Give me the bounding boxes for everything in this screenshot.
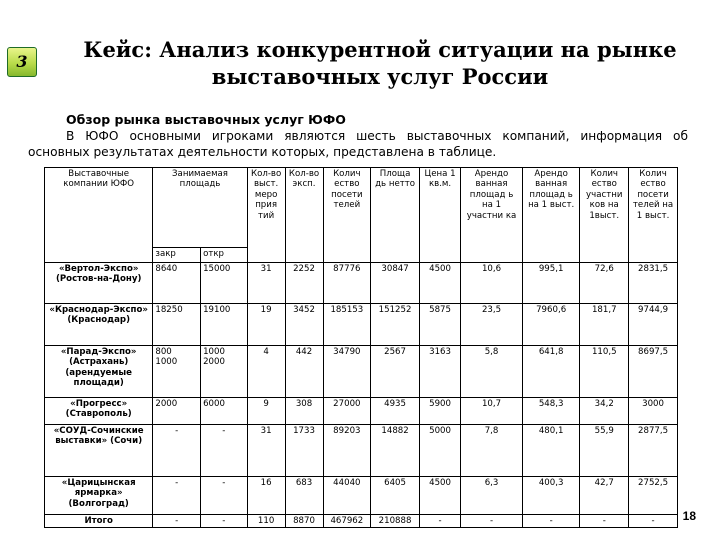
price-per-sqm: 5875 bbox=[419, 304, 460, 346]
rented-per-exhibitor: 23,5 bbox=[461, 304, 523, 346]
rented-per-exhibitor: 7,8 bbox=[461, 425, 523, 477]
area-open: - bbox=[201, 477, 248, 515]
table-total-row bbox=[45, 515, 678, 528]
exhibitors-per-exhibition: 34,2 bbox=[580, 398, 629, 425]
visitors-count: 34790 bbox=[323, 346, 371, 398]
price-per-sqm: 5900 bbox=[419, 398, 460, 425]
header-area-closed: закр bbox=[153, 248, 201, 263]
area-closed: 2000 bbox=[153, 398, 201, 425]
expo-count: 1733 bbox=[285, 425, 323, 477]
rented-per-exhibition: - bbox=[522, 515, 579, 528]
header-rented-per-exhibitor: Арендо ванная площад ь на 1 участни ка bbox=[461, 168, 523, 263]
intro-line-2: основных результатах деятельности которых, представлена в таблице. bbox=[28, 145, 497, 159]
slide-number-badge: 3 bbox=[7, 47, 37, 77]
total-label: Итого bbox=[45, 515, 153, 528]
intro-line-1: В ЮФО основными игроками являются шесть выставочных компаний, информация об bbox=[66, 129, 688, 143]
visitors-per-exhibition: 3000 bbox=[629, 398, 678, 425]
net-area: 2567 bbox=[371, 346, 420, 398]
expo-count: 3452 bbox=[285, 304, 323, 346]
page-number: 18 bbox=[682, 509, 696, 523]
header-price: Цена 1 кв.м. bbox=[419, 168, 460, 263]
area-closed: 8640 bbox=[153, 263, 201, 304]
area-open: - bbox=[201, 425, 248, 477]
area-closed bbox=[153, 346, 201, 398]
exhibitors-per-exhibition: 181,7 bbox=[580, 304, 629, 346]
rented-per-exhibitor: 5,8 bbox=[461, 346, 523, 398]
table-row bbox=[45, 398, 678, 425]
table-row bbox=[45, 304, 678, 346]
area-closed-value-2: 1000 bbox=[155, 357, 178, 368]
company-name: «Краснодар-Экспо» (Краснодар) bbox=[45, 304, 153, 346]
table-row bbox=[45, 346, 678, 398]
visitors-per-exhibition: 2831,5 bbox=[629, 263, 678, 304]
exhibitors-per-exhibition: 110,5 bbox=[580, 346, 629, 398]
company-name: «Вертол-Экспо» (Ростов-на-Дону) bbox=[45, 263, 153, 304]
intro-paragraph bbox=[28, 128, 688, 160]
header-exhibitions: Кол-во выст. меро прия тий bbox=[247, 168, 285, 263]
area-open-value: 1000 bbox=[203, 347, 225, 357]
company-name: «Парад-Экспо» (Астрахань) (арендуемые площади) bbox=[45, 346, 153, 398]
company-name: «Прогресс» (Ставрополь) bbox=[45, 398, 153, 425]
area-open: 15000 bbox=[201, 263, 248, 304]
rented-per-exhibition: 480,1 bbox=[522, 425, 579, 477]
exhibitions-count: 9 bbox=[247, 398, 285, 425]
header-area: Занимаемая площадь bbox=[153, 168, 247, 248]
area-closed-value: 800 bbox=[155, 347, 172, 357]
company-name: «СОУД-Сочинские выставки» (Сочи) bbox=[45, 425, 153, 477]
expo-count: 308 bbox=[285, 398, 323, 425]
visitors-per-exhibition: 9744,9 bbox=[629, 304, 678, 346]
rented-per-exhibition: 7960,6 bbox=[522, 304, 579, 346]
header-visitors: Колич ество посети телей bbox=[323, 168, 371, 263]
exhibitors-per-exhibition: - bbox=[580, 515, 629, 528]
company-name: «Царицынская ярмарка» (Волгоград) bbox=[45, 477, 153, 515]
expo-count: 2252 bbox=[285, 263, 323, 304]
header-expo: Кол-во эксп. bbox=[285, 168, 323, 263]
exhibitions-count: 110 bbox=[247, 515, 285, 528]
rented-per-exhibition: 641,8 bbox=[522, 346, 579, 398]
header-exhibitors-per-exhibition: Колич ество участни ков на 1выст. bbox=[580, 168, 629, 263]
price-per-sqm: - bbox=[419, 515, 460, 528]
slide-title bbox=[60, 36, 700, 90]
expo-count: 442 bbox=[285, 346, 323, 398]
exhibition-companies-table bbox=[44, 167, 678, 528]
exhibitions-count: 16 bbox=[247, 477, 285, 515]
area-closed: - bbox=[153, 477, 201, 515]
header-area-open: откр bbox=[201, 248, 248, 263]
area-closed: - bbox=[153, 425, 201, 477]
net-area: 210888 bbox=[371, 515, 420, 528]
price-per-sqm: 3163 bbox=[419, 346, 460, 398]
area-closed: 18250 bbox=[153, 304, 201, 346]
visitors-per-exhibition: 2877,5 bbox=[629, 425, 678, 477]
area-open: 19100 bbox=[201, 304, 248, 346]
visitors-count: 89203 bbox=[323, 425, 371, 477]
exhibitions-count: 31 bbox=[247, 425, 285, 477]
table-row bbox=[45, 477, 678, 515]
visitors-per-exhibition: 8697,5 bbox=[629, 346, 678, 398]
area-closed: - bbox=[153, 515, 201, 528]
intro-heading: Обзор рынка выставочных услуг ЮФО bbox=[66, 112, 346, 127]
area-open: - bbox=[201, 515, 248, 528]
net-area: 6405 bbox=[371, 477, 420, 515]
expo-count: 683 bbox=[285, 477, 323, 515]
rented-per-exhibition: 548,3 bbox=[522, 398, 579, 425]
visitors-per-exhibition: - bbox=[629, 515, 678, 528]
title-line-1: Кейс: Анализ конкурентной ситуации на рынке bbox=[83, 37, 677, 62]
area-open bbox=[201, 346, 248, 398]
visitors-per-exhibition: 2752,5 bbox=[629, 477, 678, 515]
net-area: 151252 bbox=[371, 304, 420, 346]
area-open-value-2: 2000 bbox=[203, 357, 225, 368]
header-rented-per-exhibition: Арендо ванная площад ь на 1 выст. bbox=[522, 168, 579, 263]
table-row bbox=[45, 425, 678, 477]
rented-per-exhibitor: - bbox=[461, 515, 523, 528]
price-per-sqm: 4500 bbox=[419, 263, 460, 304]
exhibitions-count: 31 bbox=[247, 263, 285, 304]
table-header-row bbox=[45, 168, 678, 248]
net-area: 14882 bbox=[371, 425, 420, 477]
exhibitors-per-exhibition: 72,6 bbox=[580, 263, 629, 304]
price-per-sqm: 5000 bbox=[419, 425, 460, 477]
expo-count: 8870 bbox=[285, 515, 323, 528]
exhibitions-count: 4 bbox=[247, 346, 285, 398]
visitors-count: 27000 bbox=[323, 398, 371, 425]
rented-per-exhibitor: 10,6 bbox=[461, 263, 523, 304]
header-visitors-per-exhibition: Колич ество посети телей на 1 выст. bbox=[629, 168, 678, 263]
visitors-count: 185153 bbox=[323, 304, 371, 346]
net-area: 4935 bbox=[371, 398, 420, 425]
exhibitions-count: 19 bbox=[247, 304, 285, 346]
table-row bbox=[45, 263, 678, 304]
exhibitors-per-exhibition: 42,7 bbox=[580, 477, 629, 515]
rented-per-exhibition: 400,3 bbox=[522, 477, 579, 515]
rented-per-exhibitor: 6,3 bbox=[461, 477, 523, 515]
area-open: 6000 bbox=[201, 398, 248, 425]
visitors-count: 44040 bbox=[323, 477, 371, 515]
visitors-count: 467962 bbox=[323, 515, 371, 528]
price-per-sqm: 4500 bbox=[419, 477, 460, 515]
header-company: Выставочные компании ЮФО bbox=[45, 168, 153, 263]
title-line-2: выставочных услуг России bbox=[211, 64, 549, 89]
net-area: 30847 bbox=[371, 263, 420, 304]
header-net-area: Площа дь нетто bbox=[371, 168, 420, 263]
rented-per-exhibitor: 10,7 bbox=[461, 398, 523, 425]
exhibitors-per-exhibition: 55,9 bbox=[580, 425, 629, 477]
visitors-count: 87776 bbox=[323, 263, 371, 304]
rented-per-exhibition: 995,1 bbox=[522, 263, 579, 304]
